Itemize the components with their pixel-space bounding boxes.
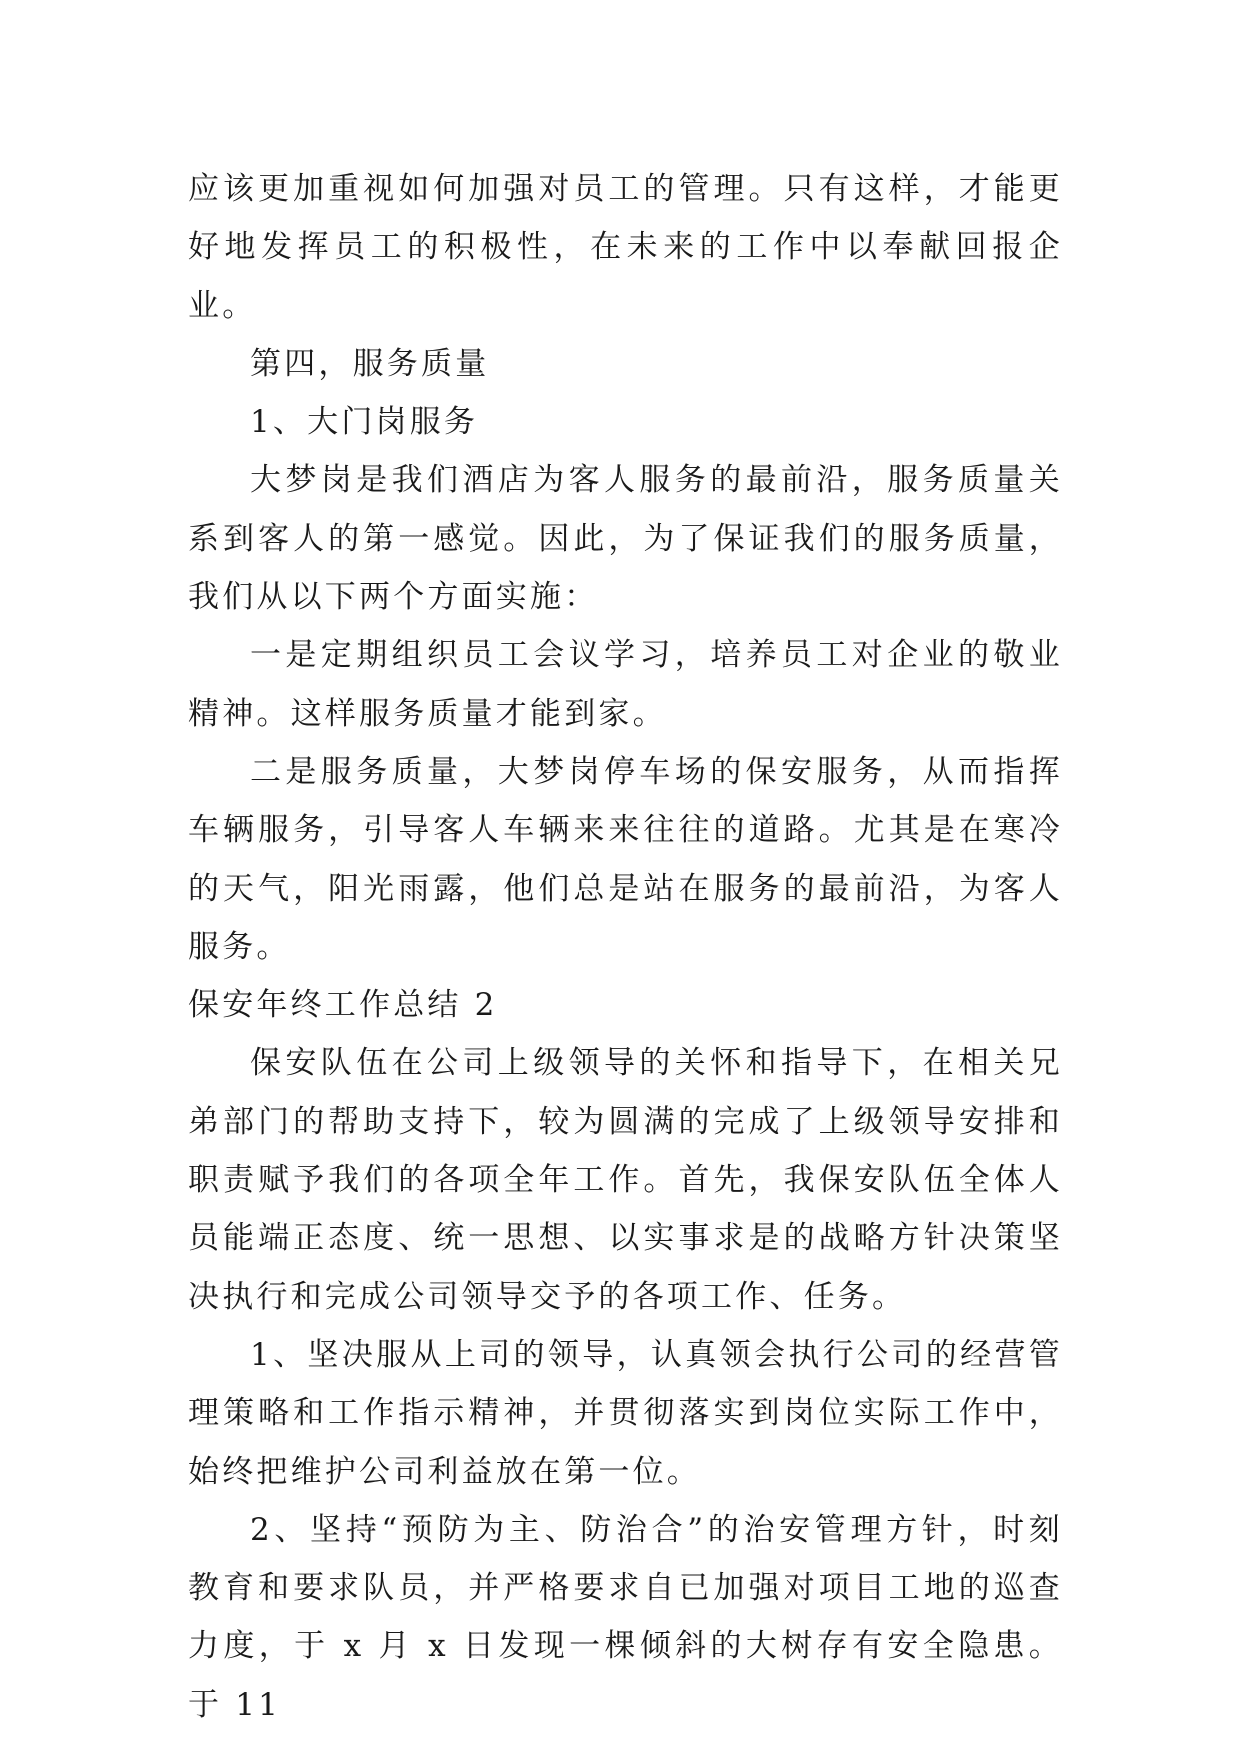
paragraph-point-one: 一是定期组织员工会议学习，培养员工对企业的敬业精神。这样服务质量才能到家。 [188,637,1063,732]
subheading-gate-service: 1、大门岗服务 [250,404,479,441]
paragraph-item-one: 1、坚决服从上司的领导，认真领会执行公司的经营管理策略和工作指示精神，并贯彻落实到岗位实际工作中，始终把维护公司利益放在第一位。 [188,1336,1063,1490]
document-body [188,160,1063,1734]
paragraph-point-two: 二是服务质量，大梦岗停车场的保安服务，从而指挥车辆服务，引导客人车辆来来往往的道路。尤其是在寒冷的天气，阳光雨露，他们总是站在服务的最前沿，为客人服务。 [188,753,1063,965]
document-section-title: 保安年终工作总结 2 [188,987,498,1024]
section-heading-service-quality: 第四，服务质量 [250,345,490,382]
paragraph-gate-description: 大梦岗是我们酒店为客人服务的最前沿，服务质量关系到客人的第一感觉。因此，为了保证我们的服务质量，我们从以下两个方面实施： [188,462,1063,616]
paragraph-summary-intro: 保安队伍在公司上级领导的关怀和指导下，在相关兄弟部门的帮助支持下，较为圆满的完成了上级领导安排和职责赋予我们的各项全年工作。首先，我保安队伍全体人员能端正态度、统一思想、以实事求是的战略方针决策坚决执行和完成公司领导交予的各项工作、任务。 [188,1045,1063,1315]
paragraph-intro-continuation: 应该更加重视如何加强对员工的管理。只有这样，才能更好地发挥员工的积极性，在未来的工作中以奉献回报企业。 [188,171,1063,324]
paragraph-item-two: 2、坚持“预防为主、防治合”的治安管理方针，时刻教育和要求队员，并严格要求自已加强对项目工地的巡查力度，于 x 月 x 日发现一棵倾斜的大树存有安全隐患。于 11 [188,1511,1063,1723]
